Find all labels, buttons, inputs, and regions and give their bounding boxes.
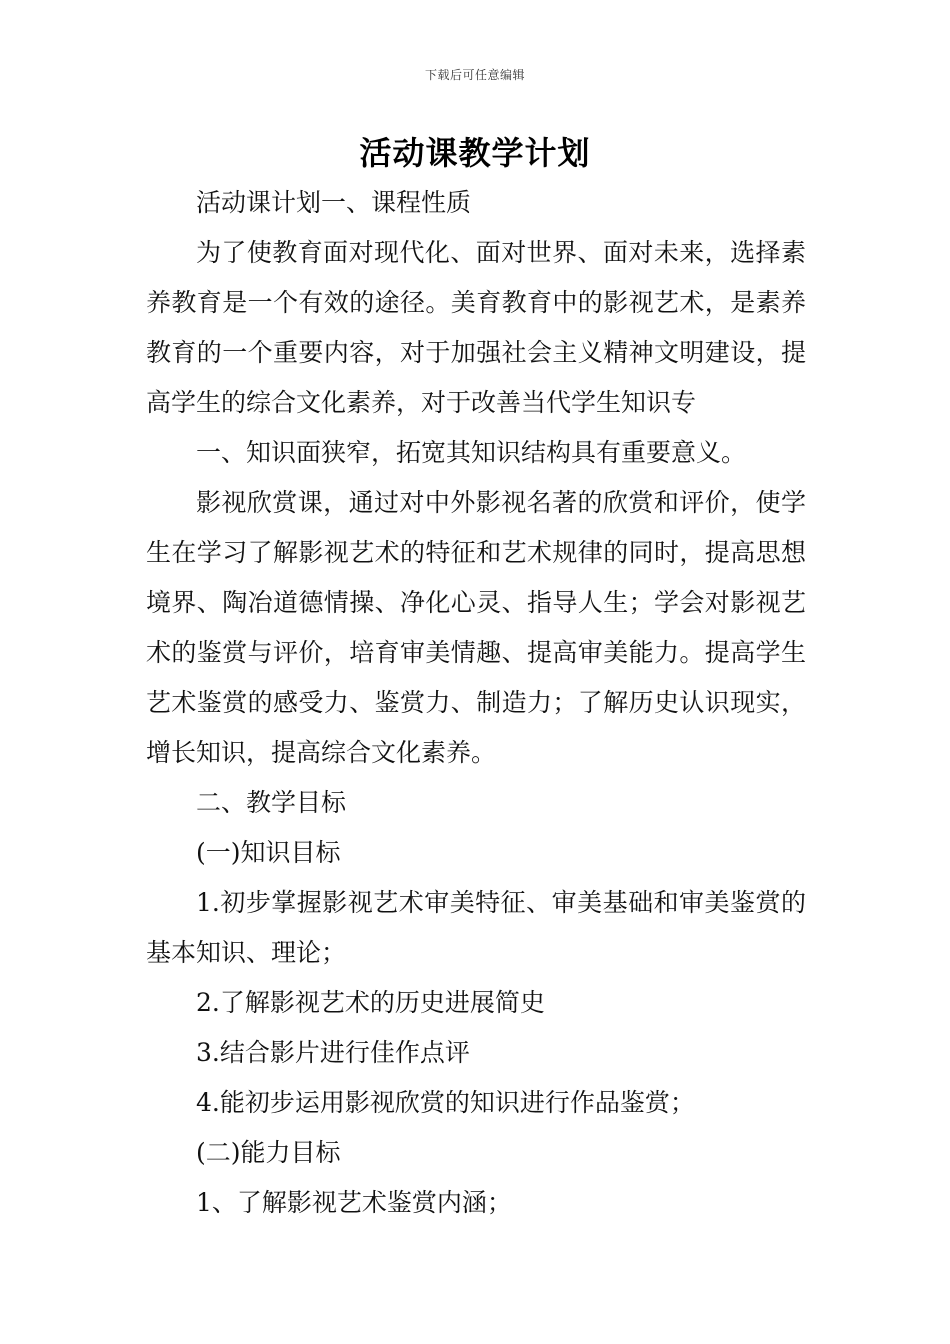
paragraph-course-nature: 活动课计划一、课程性质 [196, 188, 472, 217]
document-title: 活动课教学计划 [359, 134, 591, 172]
heading-ability-goals: (二)能力目标 [196, 1138, 341, 1167]
list-item-4: 4.能初步运用影视欣赏的知识进行作品鉴赏； [196, 1088, 695, 1117]
paragraph-intro: 为了使教育面对现代化、面对世界、面对未来，选择素养教育是一个有效的途径。美育教育中的影视艺术，是素养教育的一个重要内容，对于加强社会主义精神文明建设，提高学生的综合文化素养，对于改善当代学生知识专 [146, 238, 806, 417]
list-item-1: 1.初步掌握影视艺术审美特征、审美基础和审美鉴赏的基本知识、理论； [146, 888, 806, 967]
paragraph-knowledge-scope: 一、知识面狭窄，拓宽其知识结构具有重要意义。 [196, 438, 747, 467]
paragraph-film-appreciation: 影视欣赏课，通过对中外影视名著的欣赏和评价，使学生在学习了解影视艺术的特征和艺术规律的同时，提高思想境界、陶冶道德情操、净化心灵、指导人生；学会对影视艺术的鉴赏与评价，培育审美情趣、提高审美能力。提高学生艺术鉴赏的感受力、鉴赏力、制造力；了解历史认识现实，增长知识，提高综合文化素养。 [146, 488, 806, 767]
document-body [146, 178, 806, 1228]
list-item-ability-1: 1、了解影视艺术鉴赏内涵； [196, 1188, 512, 1217]
list-item-2: 2.了解影视艺术的历史进展简史 [196, 988, 545, 1017]
list-item-3: 3.结合影片进行佳作点评 [196, 1038, 470, 1067]
header-note: 下载后可任意编辑 [424, 68, 525, 82]
heading-teaching-goals: 二、教学目标 [196, 788, 347, 817]
heading-knowledge-goals: (一)知识目标 [196, 838, 341, 867]
